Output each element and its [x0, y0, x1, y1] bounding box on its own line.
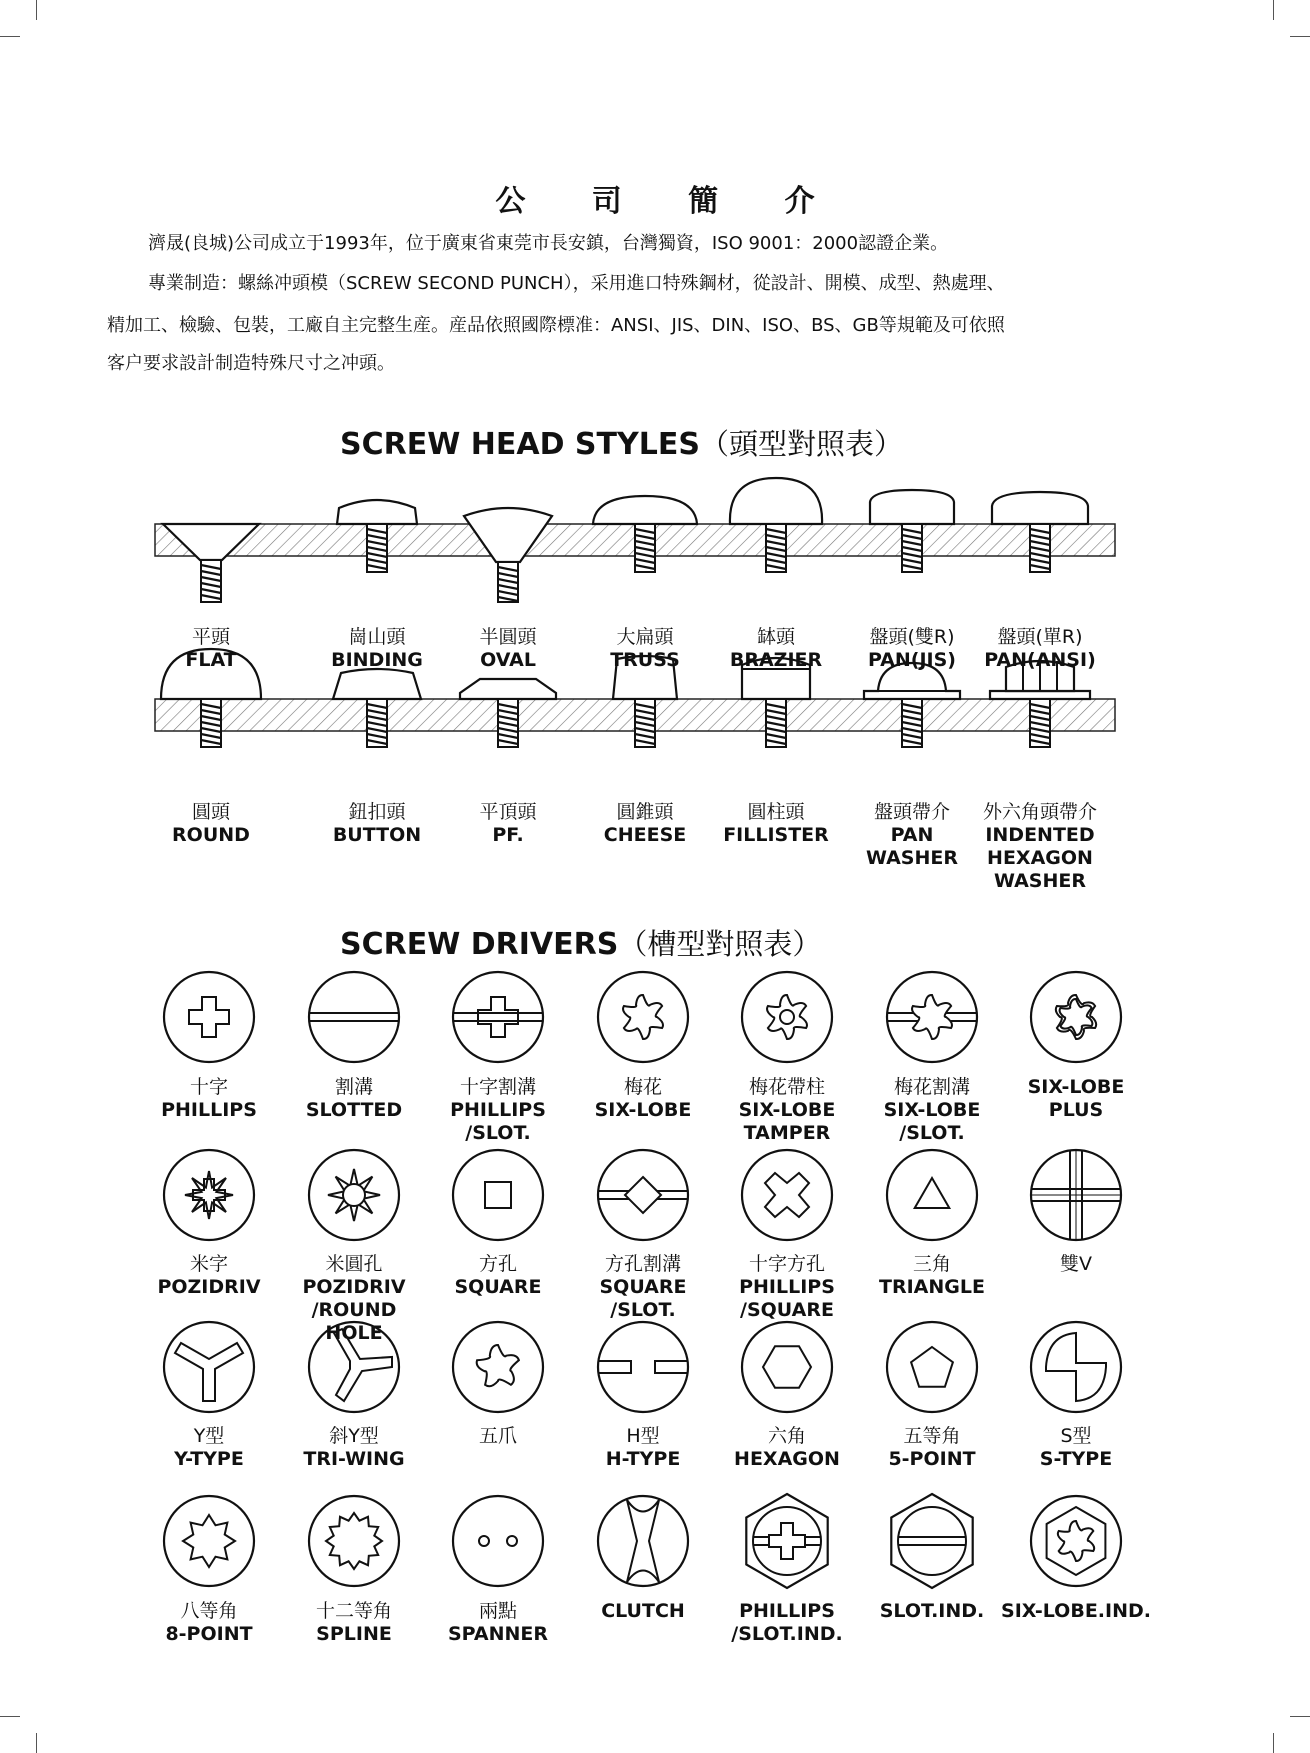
head-label-cn: 盤頭(雙R): [869, 626, 955, 648]
driver-label-en: SQUARE /SLOT.: [599, 1276, 687, 1321]
head-label-cn: 半圓頭: [479, 626, 537, 648]
six-lobe-slot-icon: [887, 972, 977, 1062]
head-label-en: BINDING: [331, 649, 423, 671]
phillips-slot-icon: [453, 972, 543, 1062]
head-label-cn: 圓柱頭: [747, 801, 805, 823]
spanner-icon: [453, 1496, 543, 1586]
head-label-en: FILLISTER: [723, 824, 829, 846]
driver-label-hexagon: [712, 1425, 862, 1471]
driver-label-cn: 三角: [912, 1253, 951, 1275]
crop-mark: [1273, 0, 1274, 20]
head-label-pf: [433, 801, 583, 847]
head-label-en: PAN WASHER: [865, 824, 958, 869]
head-label-cn: 崗山頭: [348, 626, 406, 648]
driver-label-five-point: [857, 1425, 1007, 1471]
head-label-en: PAN(JIS): [868, 649, 956, 671]
driver-label-six-lobe-ind: [1001, 1600, 1151, 1623]
driver-label-en: TRI-WING: [303, 1448, 405, 1470]
drivers-heading-en: SCREW DRIVERS: [340, 927, 619, 962]
head-label-en: INDENTED HEXAGON WASHER: [985, 824, 1095, 892]
s-type-icon: [1031, 1322, 1121, 1412]
square-icon: [453, 1150, 543, 1240]
driver-label-cn: 梅花割溝: [893, 1076, 970, 1098]
driver-label-cn: 兩點: [478, 1600, 517, 1622]
head-label-en: ROUND: [172, 824, 250, 846]
driver-label-cn: 八等角: [180, 1600, 238, 1622]
head-label-hexwasher: [975, 801, 1105, 893]
phillips-square-icon: [742, 1150, 832, 1240]
driver-label-en: S-TYPE: [1039, 1448, 1113, 1470]
head-label-cn: 外六角頭帶介: [982, 801, 1097, 823]
crop-mark: [36, 0, 37, 20]
driver-label-en: PHILLIPS /SLOT.IND.: [731, 1600, 843, 1645]
driver-label-double-v: [1001, 1253, 1151, 1276]
intro-line-1: 濟晟(良城)公司成立于1993年，位于廣東省東莞市長安鎮，台灣獨資，ISO 9001：2000認證企業。: [148, 233, 949, 254]
driver-label-cn: S型: [1060, 1425, 1092, 1447]
driver-label-en: 5-POINT: [888, 1448, 976, 1470]
driver-label-tri-wing: [279, 1425, 429, 1471]
triangle-icon: [887, 1150, 977, 1240]
driver-label-en: SLOTTED: [305, 1099, 403, 1121]
slot-ind-icon: [891, 1494, 972, 1588]
driver-label-six-lobe-tamper: [717, 1076, 857, 1145]
driver-label-cn: Y型: [193, 1425, 225, 1447]
driver-label-s-type: [1001, 1425, 1151, 1471]
head-styles-heading-cn: （頭型對照表）: [699, 427, 903, 461]
page-title: 公 司 簡 介: [495, 184, 843, 219]
phillips-slot-ind-icon: [746, 1494, 827, 1588]
phillips-icon: [164, 972, 254, 1062]
head-styles-heading-en: SCREW HEAD STYLES: [340, 427, 700, 462]
head-label-en: PAN(ANSI): [984, 649, 1096, 671]
pozidriv-round-hole-icon: [309, 1150, 399, 1240]
driver-label-en: 8-POINT: [165, 1623, 253, 1645]
driver-label-pozidriv: [134, 1253, 284, 1299]
driver-label-en: SIX-LOBE PLUS: [1027, 1076, 1125, 1121]
head-label-en: TRUSS: [610, 649, 680, 671]
head-brazier-drawing: [730, 478, 822, 572]
driver-label-en: TRIANGLE: [879, 1276, 985, 1298]
driver-label-cn: 方孔割溝: [604, 1253, 681, 1275]
square-slot-icon: [598, 1150, 688, 1240]
driver-label-cn: 米字: [189, 1253, 228, 1275]
head-label-cn: 盤頭(單R): [997, 626, 1083, 648]
driver-label-cn: 五等角: [903, 1425, 961, 1447]
driver-label-cn: H型: [626, 1425, 660, 1447]
driver-label-en: SPANNER: [448, 1623, 548, 1645]
head-label-cn: 缽頭: [756, 626, 795, 648]
driver-label-y-type: [134, 1425, 284, 1471]
head-label-cn: 平頭: [191, 626, 230, 648]
driver-label-cn: 梅花: [623, 1076, 662, 1098]
six-lobe-tamper-icon: [742, 972, 832, 1062]
driver-label-h-type: [568, 1425, 718, 1471]
head-label-button: [302, 801, 452, 847]
head-label-cn: 平頂頭: [479, 801, 537, 823]
driver-label-slot-ind: [857, 1600, 1007, 1623]
head-label-cn: 大扁頭: [616, 626, 674, 648]
y-type-icon: [164, 1322, 254, 1412]
driver-label-cn: 方孔: [478, 1253, 517, 1275]
crop-mark: [1273, 1733, 1274, 1753]
slotted-icon: [309, 972, 399, 1062]
head-label-en: BUTTON: [332, 824, 422, 846]
eight-point-icon: [164, 1496, 254, 1586]
crop-mark: [0, 36, 20, 37]
driver-label-square-slot: [573, 1253, 713, 1322]
driver-label-cn: 六角: [767, 1425, 806, 1447]
five-claw-icon: [453, 1322, 543, 1412]
head-label-cn: 盤頭帶介: [873, 801, 950, 823]
driver-label-en: HEXAGON: [734, 1448, 840, 1470]
drivers-heading-cn: （槽型對照表）: [618, 927, 822, 961]
head-label-cn: 圓錐頭: [616, 801, 674, 823]
drivers-heading: [340, 922, 821, 963]
head-label-cn: 鈕扣頭: [348, 801, 406, 823]
driver-label-cn: 米圓孔: [325, 1253, 383, 1275]
crop-mark: [0, 1716, 20, 1717]
driver-label-en: POZIDRIV: [157, 1276, 261, 1298]
driver-label-phillips-slot-ind: [717, 1600, 857, 1646]
driver-label-en: SIX-LOBE /SLOT.: [883, 1099, 981, 1144]
driver-label-en: POZIDRIV /ROUND HOLE: [302, 1276, 406, 1344]
driver-label-cn: 十字割溝: [459, 1076, 536, 1098]
driver-label-en: SIX-LOBE.IND.: [1001, 1600, 1151, 1622]
head-label-oval: [433, 626, 583, 672]
spline-icon: [309, 1496, 399, 1586]
driver-label-spanner: [423, 1600, 573, 1646]
head-label-en: OVAL: [480, 649, 536, 671]
driver-label-square: [423, 1253, 573, 1299]
intro-line-3: 精加工、檢驗、包裝，工廠自主完整生産。産品依照國際標准：ANSI、JIS、DIN、ISO、BS、GB等規範及可依照: [107, 315, 1005, 336]
head-label-flat: [136, 626, 286, 672]
driver-label-five-claw: [423, 1425, 573, 1448]
hexagon-icon: [742, 1322, 832, 1412]
driver-label-en: SLOT.IND.: [879, 1600, 985, 1622]
h-type-icon: [598, 1322, 688, 1412]
driver-label-en: PHILLIPS /SQUARE: [739, 1276, 835, 1321]
head-label-en: PF.: [492, 824, 524, 846]
head-label-cn: 圓頭: [191, 801, 230, 823]
driver-label-en: SIX-LOBE TAMPER: [738, 1099, 836, 1144]
driver-label-phillips: [134, 1076, 284, 1122]
driver-label-cn: 十字方孔: [748, 1253, 825, 1275]
driver-label-triangle: [857, 1253, 1007, 1299]
driver-label-phillips-square: [717, 1253, 857, 1322]
head-label-truss: [570, 626, 720, 672]
head-label-fillister: [701, 801, 851, 847]
driver-label-spline: [279, 1600, 429, 1646]
head-label-brazier: [701, 626, 851, 672]
driver-label-six-lobe-slot: [862, 1076, 1002, 1145]
six-lobe-icon: [598, 972, 688, 1062]
six-lobe-ind-icon: [1031, 1496, 1121, 1586]
driver-label-cn: 五爪: [478, 1425, 517, 1447]
head-label-cheese: [570, 801, 720, 847]
double-v-icon: [1031, 1150, 1121, 1240]
head-label-en: CHEESE: [603, 824, 687, 846]
intro-line-4: 客户要求設計制造特殊尺寸之冲頭。: [107, 353, 395, 374]
driver-label-en: SPLINE: [316, 1623, 392, 1645]
intro-line-2: 專業制造：螺絲冲頭模（SCREW SECOND PUNCH），采用進口特殊鋼材，從設計、開模、成型、熱處理、: [148, 273, 1005, 294]
head-styles-heading: [340, 422, 903, 463]
head-label-en: BRAZIER: [729, 649, 823, 671]
crop-mark: [1290, 36, 1310, 37]
driver-label-en: CLUTCH: [601, 1600, 685, 1622]
head-label-en: FLAT: [185, 649, 237, 671]
driver-label-phillips-slot: [428, 1076, 568, 1145]
driver-label-eight-point: [134, 1600, 284, 1646]
driver-label-cn: 斜Y型: [329, 1425, 379, 1447]
driver-label-en: H-TYPE: [605, 1448, 681, 1470]
head-label-binding: [302, 626, 452, 672]
clutch-icon: [598, 1496, 688, 1586]
driver-label-en: PHILLIPS: [161, 1099, 257, 1121]
head-label-round: [136, 801, 286, 847]
head-flat-drawing: [163, 524, 259, 602]
driver-label-six-lobe: [568, 1076, 718, 1122]
driver-label-cn: 雙V: [1060, 1253, 1092, 1275]
head-label-panwasher: [847, 801, 977, 870]
driver-label-en: Y-TYPE: [174, 1448, 244, 1470]
driver-label-pozidriv-round-hole: [284, 1253, 424, 1345]
crop-mark: [1290, 1716, 1310, 1717]
driver-label-cn: 梅花帶柱: [748, 1076, 825, 1098]
driver-label-cn: 十字: [189, 1076, 228, 1098]
pozidriv-icon: [164, 1150, 254, 1240]
driver-label-clutch: [568, 1600, 718, 1623]
crop-mark: [36, 1733, 37, 1753]
head-label-pan2: [965, 626, 1115, 672]
driver-label-en: PHILLIPS /SLOT.: [450, 1099, 546, 1144]
five-point-icon: [887, 1322, 977, 1412]
driver-label-en: SIX-LOBE: [594, 1099, 692, 1121]
driver-label-slotted: [279, 1076, 429, 1122]
driver-label-cn: 十二等角: [315, 1600, 392, 1622]
six-lobe-plus-icon: [1031, 972, 1121, 1062]
driver-label-cn: 割溝: [334, 1076, 373, 1098]
driver-label-en: SQUARE: [454, 1276, 542, 1298]
driver-label-six-lobe-plus: [1006, 1076, 1146, 1122]
